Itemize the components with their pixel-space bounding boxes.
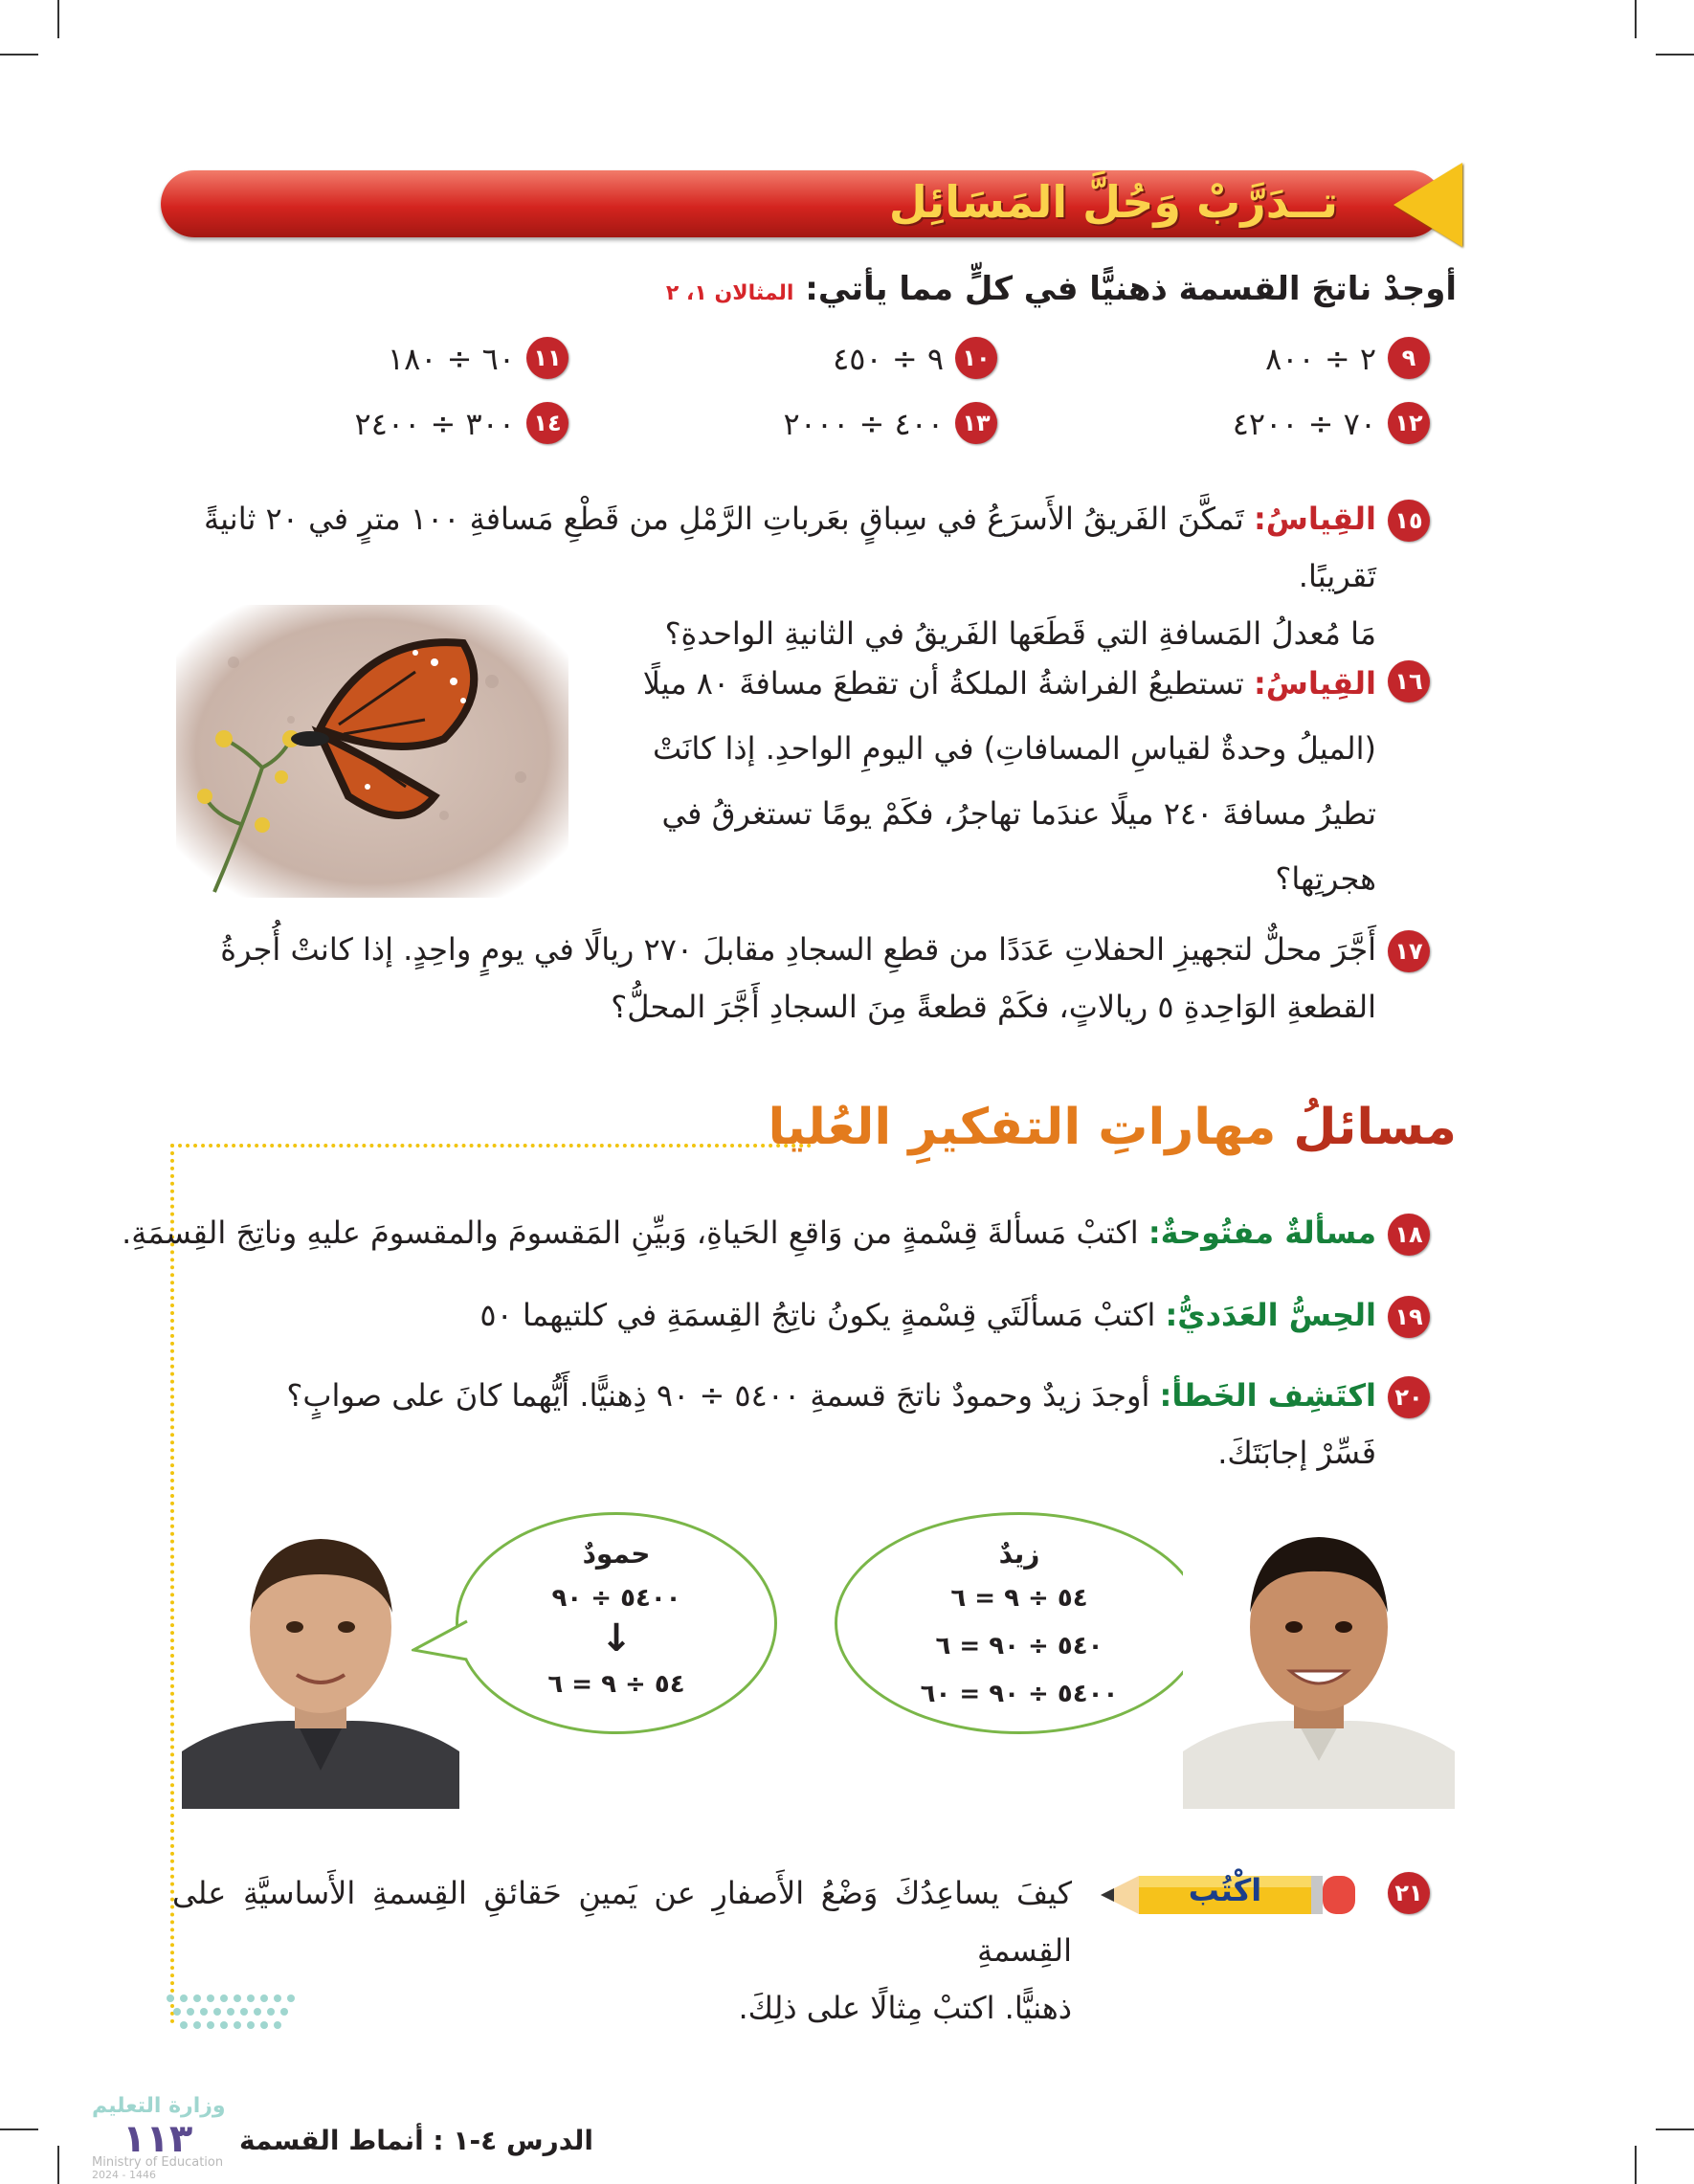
- question-17: [170, 921, 1376, 1036]
- down-arrow-icon: ↓: [600, 1616, 633, 1660]
- hamood-line-1: ٥٤٠٠ ÷ ٩٠: [551, 1584, 681, 1613]
- write-label: اكْتُب: [1188, 1872, 1262, 1908]
- banner-arrow-icon: [1393, 163, 1462, 247]
- hamood-line-2: ٥٤ ÷ ٩ = ٦: [547, 1670, 685, 1699]
- exercise-number: ١٣: [955, 402, 997, 444]
- crop-mark: [0, 54, 38, 56]
- question-number: ٢٠: [1388, 1376, 1430, 1418]
- question-text: ذهنيًّا. اكتبْ مِثالًا على ذلِكَ.: [738, 1990, 1072, 2026]
- question-18: [122, 1204, 1376, 1261]
- question-number: ١٨: [1388, 1214, 1430, 1256]
- crop-mark: [57, 0, 59, 38]
- question-number: ١٦: [1388, 660, 1430, 702]
- question-label: القِياسُ:: [1253, 665, 1376, 702]
- question-label: مسألةٌ مفتُوحةٌ:: [1148, 1215, 1376, 1251]
- exercise-number: ١٠: [955, 337, 997, 379]
- question-text: أَجَّرَ محلٌّ لتجهيزِ الحفلاتِ عَدَدًا من قطعِ السجادِ مقابلَ ٢٧٠ ريالًا في يومٍ واحِدٍ. إذا كانتْ أُجرةُ: [220, 931, 1376, 968]
- question-text: تطيرُ مسافةَ ٢٤٠ ميلًا عندَما تهاجرُ، فكَمْ يومًا تستغرقُ في: [661, 795, 1376, 832]
- question-text: اكتبْ مَسألةَ قِسْمةٍ من وَاقعِ الحَياةِ، وَبيِّنِ المَقسومَ والمقسومَ عليهِ وناتِجَ القِسمَةِ.: [122, 1215, 1139, 1251]
- question-number: ١٩: [1388, 1296, 1430, 1338]
- question-number: ١٥: [1388, 500, 1430, 542]
- ministry-logo: [163, 1991, 316, 2033]
- dotted-divider: [170, 1144, 812, 1148]
- question-text: القطعةِ الوَاحِدةِ ٥ ريالاتٍ، فكَمْ قطعةً مِنَ السجادِ أَجَّرَ المحلُّ؟: [611, 989, 1376, 1025]
- question-text: تَمكَّنَ الفَريقُ الأَسرَعُ في سِباقٍ بعَرباتِ الرَّمْلِ من قَطْعِ مَسافةِ ١٠٠ مترٍ في ٢٠ ثانيةً تَقريبًا.: [203, 501, 1376, 594]
- question-text: كيفَ يساعِدُكَ وَضْعُ الأَصفارِ عن يَمينِ حَقائقِ القِسمةِ الأَساسيَّةِ على القِسمةِ: [172, 1875, 1072, 1969]
- section-title: تــدَرَّبْ وَحُلَّ المَسَائِل: [888, 176, 1338, 228]
- zaid-photo: [1183, 1522, 1455, 1809]
- question-text: اكتبْ مَسألَتَي قِسْمةٍ يكونُ ناتِجُ القِسمَةِ في كلتيهما ٥٠: [479, 1297, 1156, 1333]
- hots-title: مهاراتِ التفكيرِ العُليا: [768, 1099, 1277, 1156]
- crop-mark: [0, 2128, 38, 2130]
- year-label: 2024 - 1446: [92, 2169, 156, 2181]
- question-text: أوجدَ زيدٌ وحمودٌ ناتجَ قسمةِ ٥٤٠٠ ÷ ٩٠ ذِهنيًّا. أَيُّهما كانَ على صوابٍ؟: [286, 1377, 1150, 1414]
- exercise-expression: ٣٠٠ ÷ ٢٤٠٠: [354, 406, 515, 442]
- exercise-number: ١٤: [526, 402, 568, 444]
- question-label: اكتَشِف الخَطأ:: [1159, 1377, 1376, 1414]
- butterfly-photo: [176, 605, 568, 898]
- question-16: [639, 651, 1376, 911]
- hots-heading: [769, 1099, 1457, 1156]
- exercise-expression: ٤٠٠ ÷ ٢٠٠٠: [783, 406, 944, 442]
- question-20: [170, 1367, 1376, 1482]
- question-text: فَسِّرْ إجابَتَكَ.: [1217, 1435, 1376, 1471]
- question-label: الحِسُّ العَدَديُّ:: [1165, 1297, 1376, 1333]
- crop-mark: [57, 2146, 59, 2184]
- question-label: القِياسُ:: [1253, 501, 1376, 537]
- section-banner: [161, 170, 1443, 237]
- crop-mark: [1635, 0, 1637, 38]
- example-ref: المثالان ١، ٢: [665, 281, 794, 305]
- ministry-name-ar: وزارة التعليم: [92, 2094, 226, 2118]
- question-19: [170, 1286, 1376, 1344]
- exercise-number: ١٢: [1388, 402, 1430, 444]
- instruction-text: أوجدْ ناتجَ القسمة ذهنيًّا في كلٍّ مما يأتي:: [805, 270, 1457, 308]
- zaid-name: زيدٌ: [998, 1538, 1040, 1570]
- question-number: ١٧: [1388, 930, 1430, 972]
- hots-word: مسائلُ: [1293, 1099, 1457, 1156]
- question-text: مَا مُعدلُ المَسافةِ التي قَطَعَها الفَريقُ في الثانيةِ الواحدةِ؟: [664, 615, 1376, 652]
- crop-mark: [1656, 2128, 1694, 2130]
- zaid-speech-bubble: [835, 1512, 1204, 1734]
- zaid-line-2: ٥٤٠ ÷ ٩٠ = ٦: [935, 1632, 1103, 1660]
- question-text: (الميلُ وحدةٌ لقياسِ المسافاتِ) في اليومِ الواحدِ. إذا كانَتْ: [653, 730, 1376, 767]
- hamood-name: حمودٌ: [582, 1538, 651, 1570]
- exercise-number: ٩: [1388, 337, 1430, 379]
- ministry-name-en: Ministry of Education: [92, 2155, 224, 2170]
- lesson-title: الدرس ٤-١ : أنماط القسمة: [238, 2125, 593, 2156]
- crop-mark: [1656, 54, 1694, 56]
- question-text: تستطيعُ الفراشةُ الملكةُ أن تقطعَ مسافةَ ٨٠ ميلًا: [642, 665, 1244, 702]
- exercise-expression: ٢ ÷ ٨٠٠: [1265, 341, 1376, 377]
- question-number: ٢١: [1388, 1872, 1430, 1914]
- bubble-tail: [412, 1617, 469, 1665]
- instruction: [666, 270, 1457, 308]
- exercise-expression: ٩ ÷ ٤٥٠: [833, 341, 944, 377]
- hamood-photo: [182, 1522, 459, 1809]
- zaid-line-1: ٥٤ ÷ ٩ = ٦: [950, 1584, 1088, 1613]
- zaid-line-3: ٥٤٠٠ ÷ ٩٠ = ٦٠: [920, 1680, 1119, 1708]
- page-number: ١١٣: [123, 2117, 193, 2161]
- exercise-expression: ٧٠ ÷ ٤٢٠٠: [1232, 406, 1376, 442]
- exercise-expression: ٦٠ ÷ ١٨٠: [387, 341, 515, 377]
- question-text: هجرتِها؟: [1275, 860, 1376, 897]
- hamood-speech-bubble: [456, 1512, 777, 1734]
- exercise-number: ١١: [526, 337, 568, 379]
- crop-mark: [1635, 2146, 1637, 2184]
